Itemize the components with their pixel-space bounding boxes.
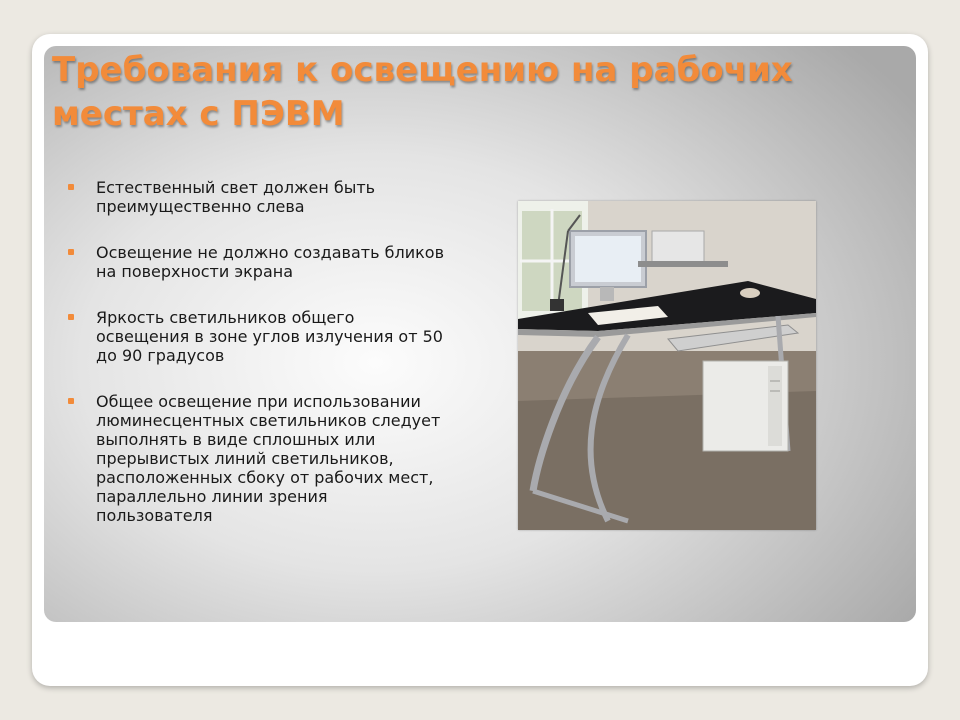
bullet-text: Освещение не должно создавать бликов на поверхности экрана <box>96 243 444 281</box>
bullet-item <box>68 243 448 281</box>
bullet-item <box>68 308 448 365</box>
bullet-icon <box>68 398 74 404</box>
bullet-item <box>68 178 448 216</box>
computer-desk-photo <box>518 201 816 530</box>
bullet-text: Естественный свет должен быть преимущественно слева <box>96 178 376 216</box>
bullet-text: Общее освещение при использовании люминесцентных светильников следует выполнять в виде сплошных или прерывистых линий светильников, расположенных сбоку от рабочих мест, параллельно линии зрения пользователя <box>96 392 441 525</box>
bullet-icon <box>68 184 74 190</box>
slide-title: Требования к освещению на рабочих местах с ПЭВМ <box>52 50 793 134</box>
bullet-icon <box>68 314 74 320</box>
bullet-text: Яркость светильников общего освещения в зоне углов излучения от 50 до 90 градусов <box>96 308 443 365</box>
bullet-item <box>68 392 448 525</box>
bullet-list <box>68 178 448 552</box>
bullet-icon <box>68 249 74 255</box>
